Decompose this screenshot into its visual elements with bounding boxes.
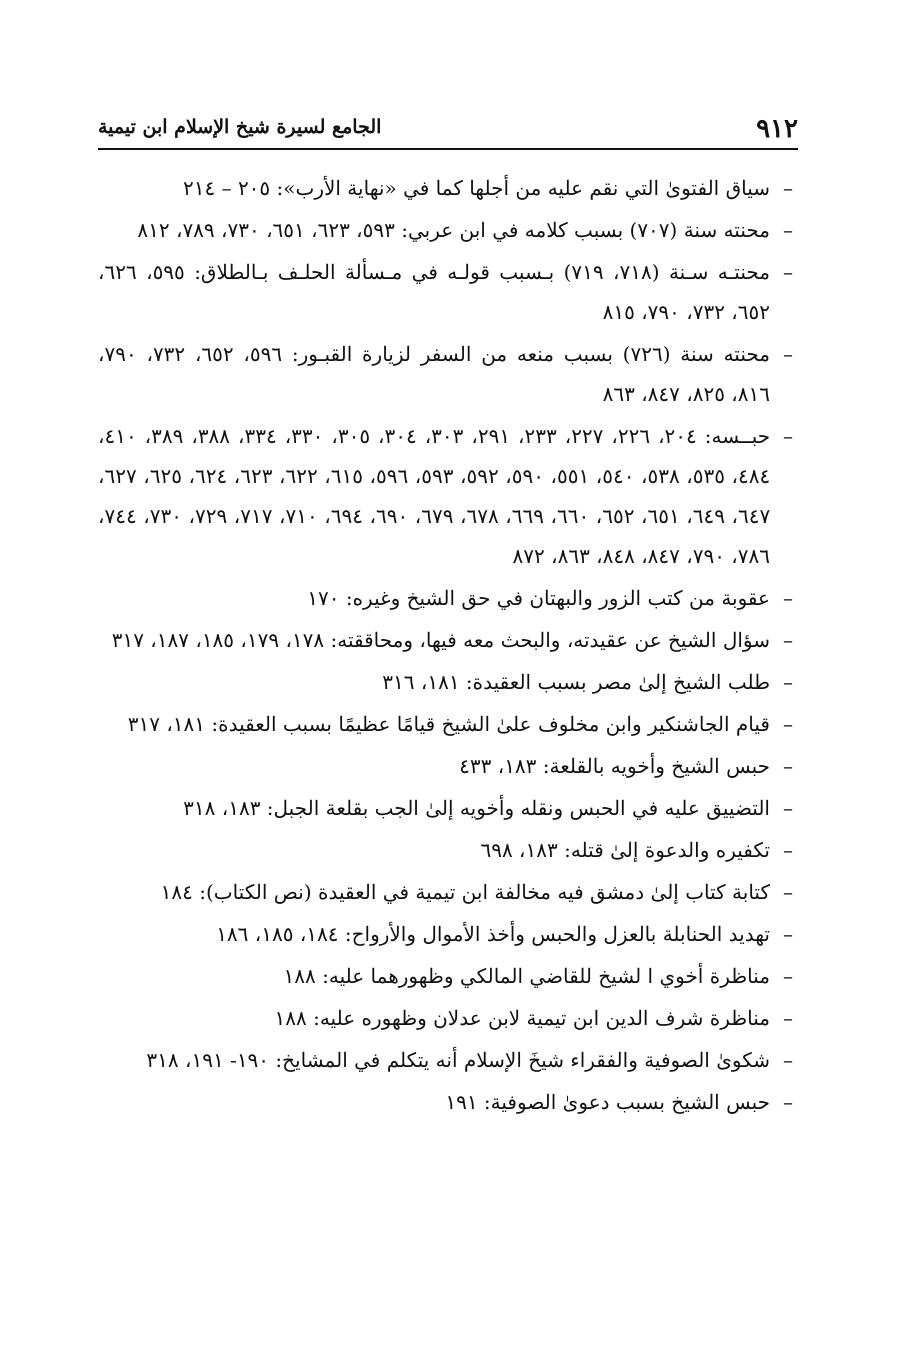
entry-text: تهديد الحنابلة بالعزل والحبس وأخذ الأموال والأرواح: ١٨٤، ١٨٥، ١٨٦ <box>216 922 770 946</box>
entry-text: تكفيره والدعوة إلىٰ قتله: ١٨٣، ٦٩٨ <box>480 838 770 862</box>
entry-text: محنته سنة (٧٢٦) بسبب منعه من السفر لزيارة القبـور: ٥٩٦، ٦٥٢، ٧٣٢، ٧٩٠، ٨١٦، ٨٢٥، ٨٤٧، ٨٦٣ <box>98 342 770 406</box>
index-entry: – شكوىٰ الصوفية والفقراء شيخَ الإسلام أنه يتكلم في المشايخ: ١٩٠- ١٩١، ٣١٨ <box>146 1048 793 1072</box>
entry-text: حبس الشيخ وأخويه بالقلعة: ١٨٣، ٤٣٣ <box>459 754 770 778</box>
index-entry: – كتابة كتاب إلىٰ دمشق فيه مخالفة ابن تيمية في العقيدة (نص الكتاب): ١٨٤ <box>160 880 793 904</box>
entry-text: سؤال الشيخ عن عقيدته، والبحث معه فيها، ومحاققته: ١٧٨، ١٧٩، ١٨٥، ١٨٧، ٣١٧ <box>111 628 770 652</box>
page-header <box>98 108 798 148</box>
index-entry: – حبــسه: ٢٠٤، ٢٢٦، ٢٢٧، ٢٣٣، ٢٩١، ٣٠٣، ٣٠٤، ٣٠٥، ٣٣٠، ٣٣٤، ٣٨٨، ٣٨٩، ٤١٠، ٤٨٤، ٥٣٥، ٥٣٨، ٥٤٠، ٥٥١، ٥٩٠، ٥٩٢، ٥٩٣، ٥٩٦، ٦١٥، ٦٢٢، ٦٢٣، ٦٢٤، ٦٢٥، ٦٢٧، ٦٤٧، ٦٤٩، ٦٥١، ٦٥٢، ٦٦٠، ٦٦٩، ٦٧٨، ٦٧٩، ٦٩٠، ٦٩٤، ٧١٠، ٧١٧، ٧٢٩، ٧٣٠، ٧٤٤، ٧٨٦، ٧٩٠، ٨٤٧، ٨٤٨، ٨٦٣، ٨٧٢ <box>98 424 793 568</box>
entry-text: قيام الجاشنكير وابن مخلوف علىٰ الشيخ قيامًا عظيمًا بسبب العقيدة: ١٨١، ٣١٧ <box>127 712 770 736</box>
entry-text: عقوبة من كتب الزور والبهتان في حق الشيخ وغيره: ١٧٠ <box>307 586 770 610</box>
entry-text: محنته سنة (٧٠٧) بسبب كلامه في ابن عربي: ٥٩٣، ٦٢٣، ٦٥١، ٧٣٠، ٧٨٩، ٨١٢ <box>137 218 770 242</box>
entry-text: كتابة كتاب إلىٰ دمشق فيه مخالفة ابن تيمية في العقيدة (نص الكتاب): ١٨٤ <box>160 880 770 904</box>
index-entry: – محنته سنة (٧٢٦) بسبب منعه من السفر لزيارة القبـور: ٥٩٦، ٦٥٢، ٧٣٢، ٧٩٠، ٨١٦، ٨٢٥، ٨٤٧، ٨٦٣ <box>98 342 793 406</box>
entry-text: حبــسه: ٢٠٤، ٢٢٦، ٢٢٧، ٢٣٣، ٢٩١، ٣٠٣، ٣٠٤، ٣٠٥، ٣٣٠، ٣٣٤، ٣٨٨، ٣٨٩، ٤١٠، ٤٨٤، ٥٣٥، ٥٣٨، ٥٤٠، ٥٥١، ٥٩٠، ٥٩٢، ٥٩٣، ٥٩٦، ٦١٥، ٦٢٢، ٦٢٣، ٦٢٤، ٦٢٥، ٦٢٧، ٦٤٧، ٦٤٩، ٦٥١، ٦٥٢، ٦٦٠، ٦٦٩، ٦٧٨، ٦٧٩، ٦٩٠، ٦٩٤، ٧١٠، ٧١٧، ٧٢٩، ٧٣٠، ٧٤٤، ٧٨٦، ٧٩٠، ٨٤٧، ٨٤٨، ٨٦٣، ٨٧٢ <box>98 424 771 568</box>
entry-text: طلب الشيخ إلىٰ مصر بسبب العقيدة: ١٨١، ٣١٦ <box>382 670 770 694</box>
index-entry: – سؤال الشيخ عن عقيدته، والبحث معه فيها، ومحاققته: ١٧٨، ١٧٩، ١٨٥، ١٨٧، ٣١٧ <box>111 628 793 652</box>
index-entry: – عقوبة من كتب الزور والبهتان في حق الشيخ وغيره: ١٧٠ <box>307 586 793 610</box>
index-entry: – محنته سنة (٧٠٧) بسبب كلامه في ابن عربي: ٥٩٣، ٦٢٣، ٦٥١، ٧٣٠، ٧٨٩، ٨١٢ <box>137 218 793 242</box>
header-rule <box>98 148 798 150</box>
entry-text: شكوىٰ الصوفية والفقراء شيخَ الإسلام أنه يتكلم في المشايخ: ١٩٠- ١٩١، ٣١٨ <box>146 1048 770 1072</box>
entry-text: محنتـه سـنة (٧١٨، ٧١٩) بـسبب قولـه في مـسألة الحلـف بـالطلاق: ٥٩٥، ٦٢٦، ٦٥٢، ٧٣٢، ٧٩٠، ٨١٥ <box>98 260 771 324</box>
index-entry: – قيام الجاشنكير وابن مخلوف علىٰ الشيخ قيامًا عظيمًا بسبب العقيدة: ١٨١، ٣١٧ <box>127 712 793 736</box>
page-number: ٩١٢ <box>756 114 798 144</box>
entry-text: مناظرة شرف الدين ابن تيمية لابن عدلان وظهوره عليه: ١٨٨ <box>274 1006 770 1030</box>
index-entry: – التضييق عليه في الحبس ونقله وأخويه إلىٰ الجب بقلعة الجبل: ١٨٣، ٣١٨ <box>183 796 793 820</box>
index-entry: – تكفيره والدعوة إلىٰ قتله: ١٨٣، ٦٩٨ <box>480 838 793 862</box>
entry-text: سياق الفتوىٰ التي نقم عليه من أجلها كما في «نهاية الأرب»: ٢٠٥ – ٢١٤ <box>182 176 770 200</box>
running-title: الجامع لسيرة شيخ الإسلام ابن تيمية <box>98 116 382 138</box>
index-entry: – طلب الشيخ إلىٰ مصر بسبب العقيدة: ١٨١، ٣١٦ <box>382 670 793 694</box>
index-entry: – محنتـه سـنة (٧١٨، ٧١٩) بـسبب قولـه في مـسألة الحلـف بـالطلاق: ٥٩٥، ٦٢٦، ٦٥٢، ٧٣٢، ٧٩٠، ٨١٥ <box>98 260 793 324</box>
index-entry: – مناظرة أخوي ا لشيخ للقاضي المالكي وظهورهما عليه: ١٨٨ <box>283 964 793 988</box>
entry-text: حبس الشيخ بسبب دعوىٰ الصوفية: ١٩١ <box>445 1090 770 1114</box>
entry-text: مناظرة أخوي ا لشيخ للقاضي المالكي وظهورهما عليه: ١٨٨ <box>283 964 770 988</box>
entry-text: التضييق عليه في الحبس ونقله وأخويه إلىٰ الجب بقلعة الجبل: ١٨٣، ٣١٨ <box>183 796 770 820</box>
index-entry: – سياق الفتوىٰ التي نقم عليه من أجلها كما في «نهاية الأرب»: ٢٠٥ – ٢١٤ <box>182 176 793 200</box>
index-entry: – حبس الشيخ وأخويه بالقلعة: ١٨٣، ٤٣٣ <box>459 754 793 778</box>
index-entry: – حبس الشيخ بسبب دعوىٰ الصوفية: ١٩١ <box>445 1090 793 1114</box>
index-entry: – مناظرة شرف الدين ابن تيمية لابن عدلان وظهوره عليه: ١٨٨ <box>274 1006 793 1030</box>
index-entry-list <box>98 168 798 1124</box>
index-entry: – تهديد الحنابلة بالعزل والحبس وأخذ الأموال والأرواح: ١٨٤، ١٨٥، ١٨٦ <box>216 922 793 946</box>
